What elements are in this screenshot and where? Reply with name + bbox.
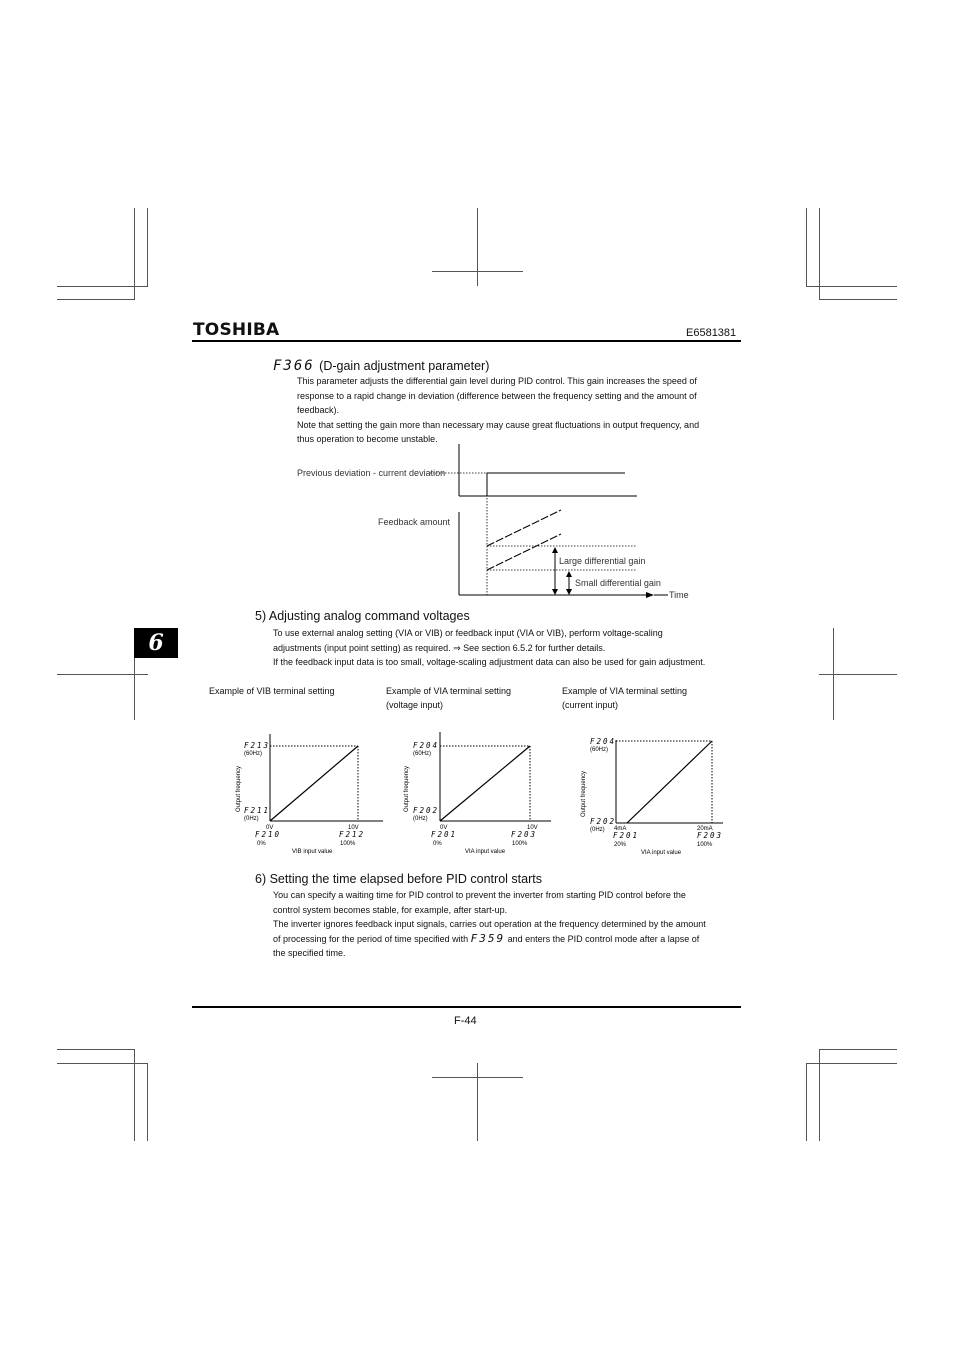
text-line: response to a rapid change in deviation (difference between the frequency setting and the amount of xyxy=(297,390,697,401)
y-axis-label: Output frequency xyxy=(404,765,410,812)
text-line xyxy=(273,932,706,947)
text-line: The inverter ignores feedback input signals, carries out operation at the frequency determined by the amount xyxy=(273,919,706,929)
caption-line: Example of VIA terminal setting xyxy=(562,686,688,696)
toshiba-logo: TOSHIBA xyxy=(193,320,280,340)
parameter-code: F359 xyxy=(470,931,506,945)
section-time-heading: 6) Setting the time elapsed before PID control starts xyxy=(255,872,542,886)
text-fragment: of processing for the period of time specified with xyxy=(273,933,469,944)
y-bottom-value: (0Hz) xyxy=(590,827,605,833)
document-number: E6581381 xyxy=(686,327,737,339)
x-left-bottom: 20% xyxy=(614,842,627,848)
x-left-code: F201 xyxy=(613,831,640,840)
x-axis-label: VIB input value xyxy=(292,849,333,855)
caption-line: Example of VIB terminal setting xyxy=(209,686,335,696)
feedback-label: Feedback amount xyxy=(378,517,451,527)
x-left-bottom: 0% xyxy=(257,841,266,847)
text-line: This parameter adjusts the differential gain level during PID control. This gain increases the speed of xyxy=(297,376,697,386)
text-line: To use external analog setting (VIA or VIB) or feedback input (VIA or VIB), perform voltage-scaling xyxy=(273,628,663,638)
time-label: Time xyxy=(669,590,689,600)
y-axis-label: Output frequency xyxy=(236,765,242,812)
time-description xyxy=(273,888,706,961)
x-right-top: 10V xyxy=(348,825,359,831)
x-axis-label: VIA input value xyxy=(465,849,506,855)
section-title: (D-gain adjustment parameter) xyxy=(319,359,490,373)
text-line: control system becomes stable, for example, after start-up. xyxy=(273,904,508,915)
text-line: If the feedback input data is too small, voltage-scaling adjustment data can also be used for gain adjustment. xyxy=(273,657,706,667)
small-gain-label: Small differential gain xyxy=(575,578,661,588)
deviation-label: Previous deviation - current deviation xyxy=(297,468,446,478)
y-top-code: F204 xyxy=(413,741,440,750)
parameter-code: F366 xyxy=(273,358,315,374)
footer-rule xyxy=(192,1006,741,1008)
graph-vib xyxy=(236,734,383,855)
x-left-bottom: 0% xyxy=(433,841,442,847)
text-fragment: and enters the PID control mode after a lapse of xyxy=(507,933,700,944)
x-right-code: F203 xyxy=(511,830,538,839)
graph-via-voltage xyxy=(404,732,551,855)
text-line: the specified time. xyxy=(273,948,346,958)
text-line: thus operation to become unstable. xyxy=(297,434,438,444)
chapter-tab: 6 xyxy=(134,628,178,658)
text-line: Note that setting the gain more than necessary may cause great fluctuations in output frequency, and xyxy=(297,419,700,430)
x-left-top: 0V xyxy=(266,825,274,831)
y-bottom-value: (0Hz) xyxy=(244,816,259,822)
y-bottom-code: F202 xyxy=(413,806,440,815)
section-analog-heading: 5) Adjusting analog command voltages xyxy=(255,609,470,623)
x-right-code: F203 xyxy=(697,831,724,840)
x-right-top: 10V xyxy=(527,825,538,831)
x-left-code: F201 xyxy=(431,830,458,839)
x-right-bottom: 100% xyxy=(697,842,713,848)
y-top-code: F213 xyxy=(244,741,271,750)
y-bottom-value: (0Hz) xyxy=(413,816,428,822)
graph-via-current xyxy=(581,737,723,856)
page-number: F-44 xyxy=(454,1015,477,1027)
x-right-code: F212 xyxy=(339,830,366,839)
x-right-top: 20mA xyxy=(697,826,713,832)
y-bottom-code: F211 xyxy=(244,806,271,815)
large-gain-label: Large differential gain xyxy=(559,556,646,566)
text-line: feedback). xyxy=(297,405,340,415)
y-bottom-code: F202 xyxy=(590,817,617,826)
caption-line: (current input) xyxy=(562,700,619,710)
x-left-code: F210 xyxy=(255,830,282,839)
y-axis-label: Output frequency xyxy=(581,770,587,817)
x-left-top: 0V xyxy=(440,825,448,831)
text-line: adjustments (input point setting) as required. ⇒ See section 6.5.2 for further details. xyxy=(273,642,606,653)
x-right-bottom: 100% xyxy=(512,841,528,847)
y-top-code: F204 xyxy=(590,737,617,746)
x-right-bottom: 100% xyxy=(340,841,356,847)
caption-line: Example of VIA terminal setting xyxy=(386,686,512,696)
y-top-value: (60Hz) xyxy=(244,751,263,757)
x-left-top: 4mA xyxy=(614,826,627,832)
x-axis-label: VIA input value xyxy=(641,850,682,856)
text-line: You can specify a waiting time for PID control to prevent the inverter from starting PID control before the xyxy=(273,890,686,900)
y-top-value: (60Hz) xyxy=(590,747,609,753)
y-top-value: (60Hz) xyxy=(413,751,432,757)
caption-line: (voltage input) xyxy=(386,700,444,710)
